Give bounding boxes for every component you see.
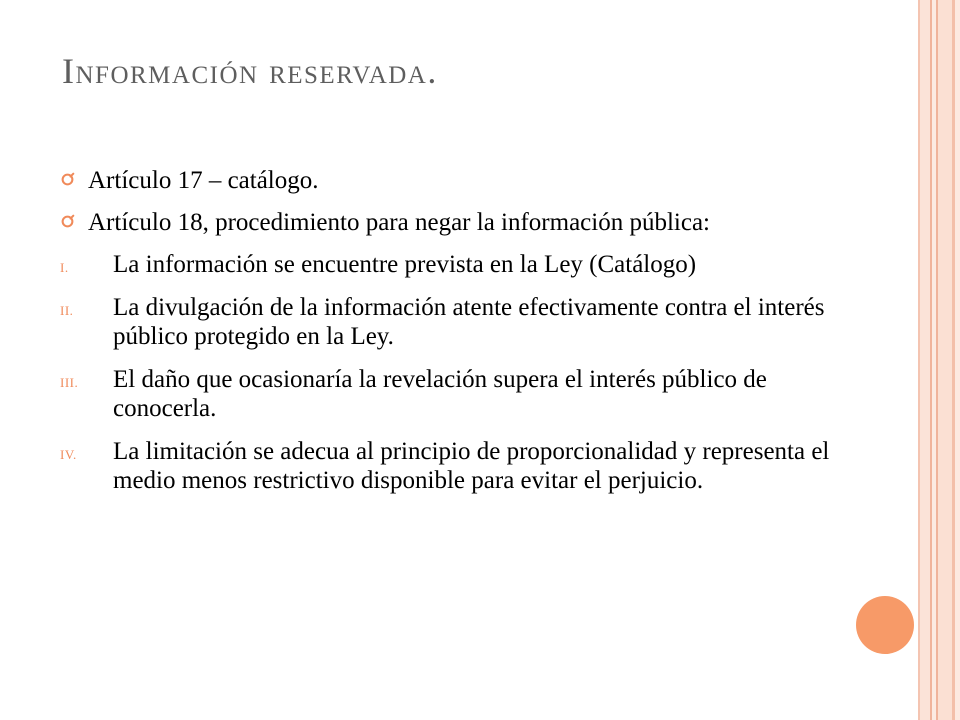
numbered-item bbox=[60, 365, 840, 423]
slide-body bbox=[60, 166, 840, 509]
ring-bullet-icon bbox=[60, 214, 75, 229]
roman-numeral: I. bbox=[60, 260, 69, 275]
decor-circle bbox=[856, 596, 914, 654]
numbered-item bbox=[60, 437, 840, 495]
numbered-text: La divulgación de la información atente efectivamente contra el interés público protegido en la Ley. bbox=[113, 294, 825, 350]
bullet-text: Artículo 18, procedimiento para negar la información pública: bbox=[88, 209, 710, 236]
ring-bullet-icon bbox=[60, 172, 75, 187]
bullet-text: Artículo 17 – catálogo. bbox=[88, 167, 319, 194]
decor-stripe bbox=[938, 0, 952, 720]
roman-numeral: IV. bbox=[60, 447, 77, 462]
decor-stripe bbox=[955, 0, 960, 720]
numbered-text: El daño que ocasionaría la revelación supera el interés público de conocerla. bbox=[113, 366, 767, 422]
bullet-item bbox=[60, 208, 840, 237]
numbered-item bbox=[60, 293, 840, 351]
roman-numeral: II. bbox=[60, 303, 74, 318]
numbered-item bbox=[60, 250, 840, 279]
roman-numeral: III. bbox=[60, 375, 79, 390]
decor-stripe bbox=[920, 0, 930, 720]
numbered-text: La limitación se adecua al principio de proporcionalidad y representa el medio menos restrictivo disponible para evitar el perjuicio. bbox=[113, 438, 830, 494]
numbered-text: La información se encuentre prevista en la Ley (Catálogo) bbox=[113, 251, 697, 278]
bullet-item bbox=[60, 166, 840, 195]
slide-title: Información reservada. bbox=[62, 51, 438, 91]
